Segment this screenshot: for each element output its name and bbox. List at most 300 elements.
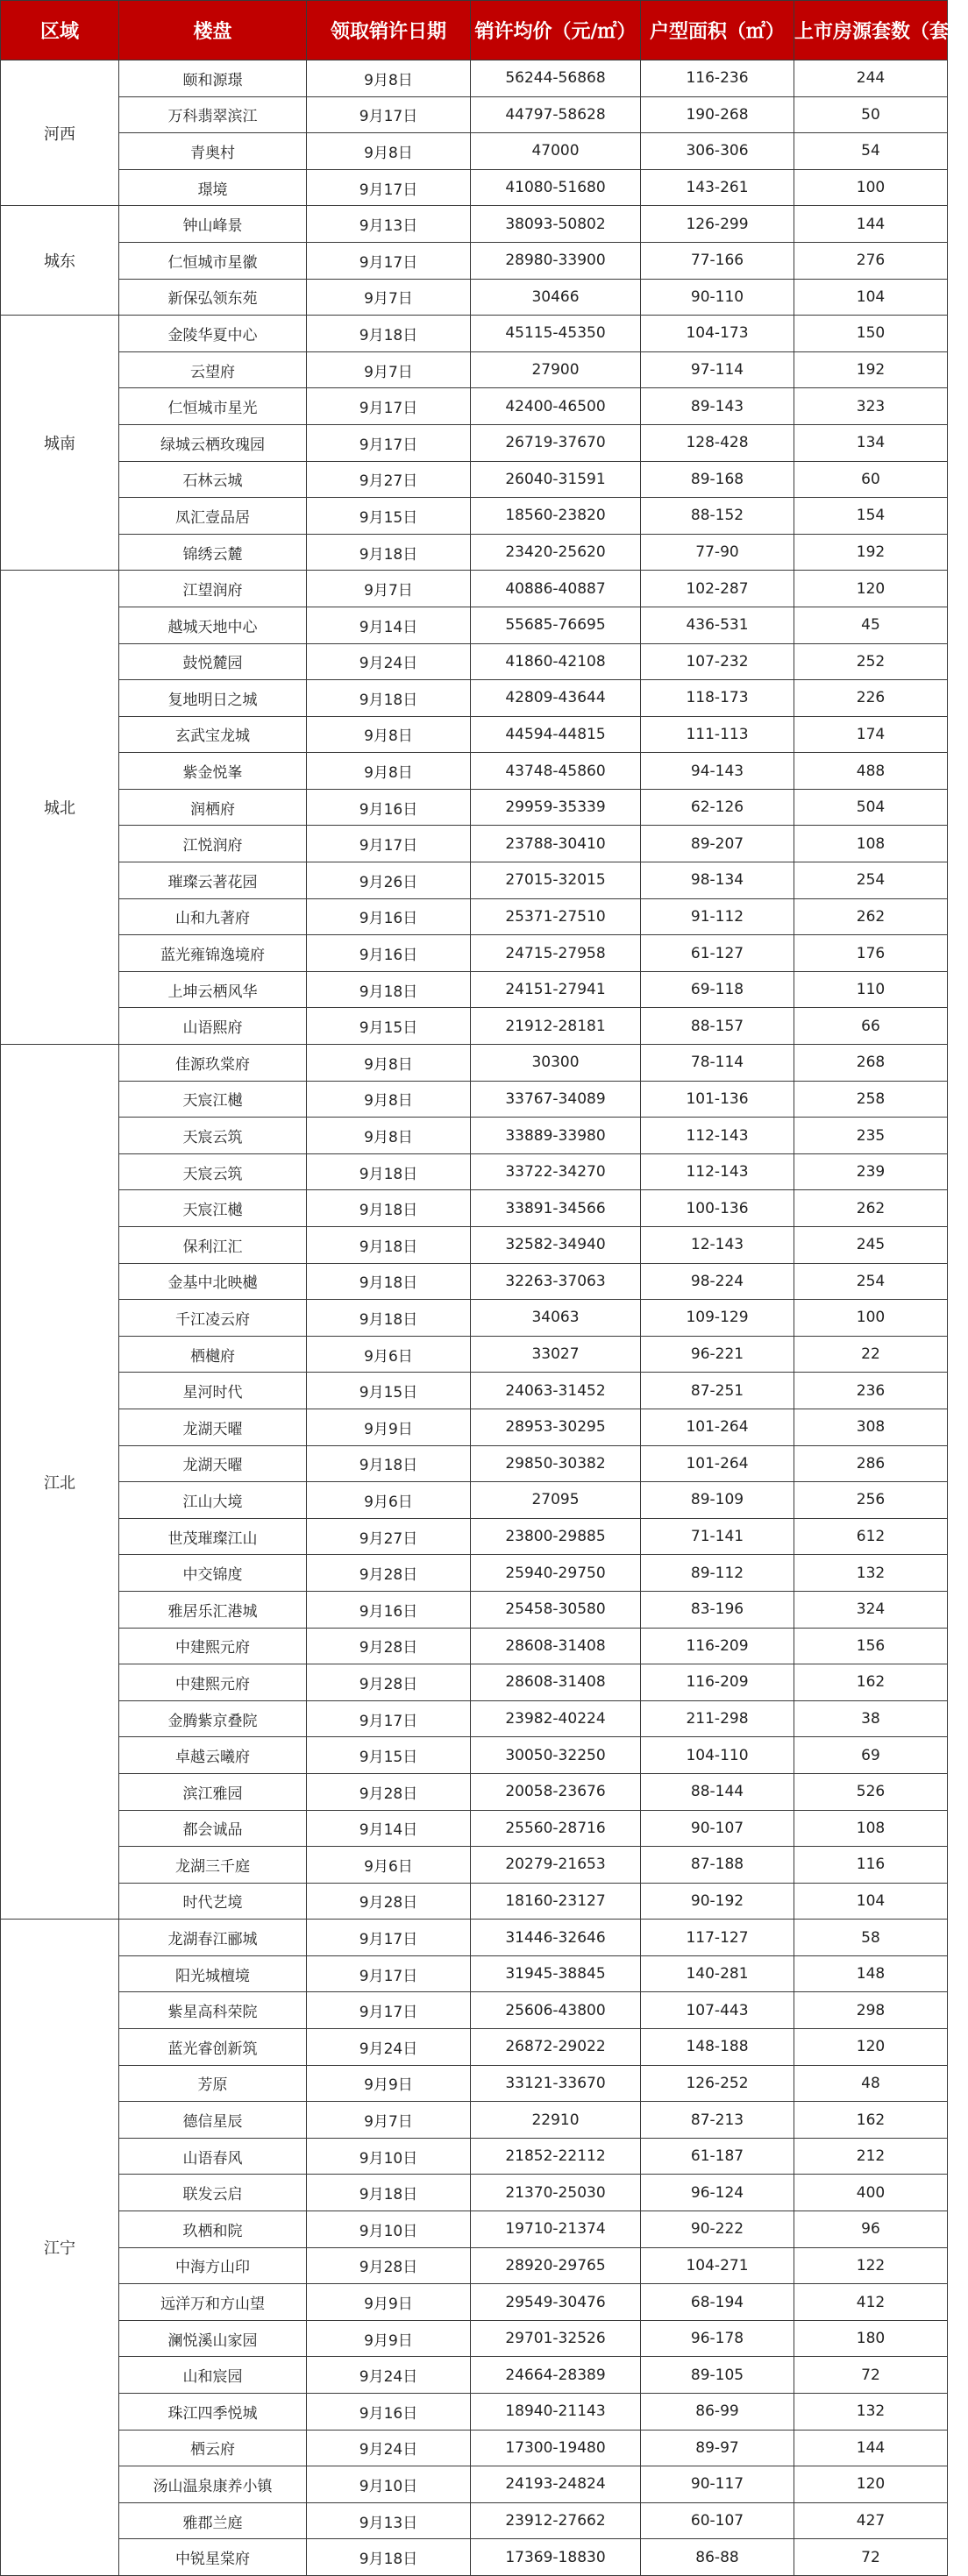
- project-name-cell: 栖樾府: [119, 1336, 307, 1373]
- table-row: [1, 1591, 948, 1628]
- unit-area-cell: 87-188: [641, 1847, 794, 1884]
- unit-count-cell: 286: [794, 1445, 948, 1482]
- permit-date-cell: 9月24日: [307, 2029, 471, 2066]
- unit-area-cell: 83-196: [641, 1591, 794, 1628]
- unit-count-cell: 144: [794, 206, 948, 243]
- table-row: [1, 1153, 948, 1190]
- avg-price-cell: 19710-21374: [471, 2211, 641, 2248]
- table-row: [1, 279, 948, 316]
- avg-price-cell: 23800-29885: [471, 1518, 641, 1555]
- permit-date-cell: 9月17日: [307, 1700, 471, 1737]
- permit-date-cell: 9月8日: [307, 1118, 471, 1154]
- avg-price-cell: 27900: [471, 351, 641, 388]
- unit-area-cell: 104-271: [641, 2247, 794, 2284]
- unit-count-cell: 226: [794, 680, 948, 717]
- table-row: [1, 2211, 948, 2248]
- avg-price-cell: 29850-30382: [471, 1445, 641, 1482]
- avg-price-cell: 30300: [471, 1045, 641, 1082]
- unit-count-cell: 176: [794, 935, 948, 972]
- unit-count-cell: 324: [794, 1591, 948, 1628]
- unit-area-cell: 112-143: [641, 1118, 794, 1154]
- permit-date-cell: 9月17日: [307, 424, 471, 461]
- project-name-cell: 颐和源璟: [119, 60, 307, 97]
- unit-count-cell: 100: [794, 1300, 948, 1337]
- unit-count-cell: 50: [794, 96, 948, 133]
- unit-count-cell: 245: [794, 1227, 948, 1264]
- permit-date-cell: 9月7日: [307, 571, 471, 607]
- avg-price-cell: 25606-43800: [471, 1992, 641, 2029]
- avg-price-cell: 18940-21143: [471, 2394, 641, 2431]
- table-row: [1, 1445, 948, 1482]
- project-name-cell: 云望府: [119, 351, 307, 388]
- unit-area-cell: 126-252: [641, 2065, 794, 2102]
- avg-price-cell: 24715-27958: [471, 935, 641, 972]
- unit-area-cell: 101-264: [641, 1409, 794, 1445]
- unit-area-cell: 143-261: [641, 169, 794, 206]
- unit-count-cell: 262: [794, 898, 948, 935]
- permit-date-cell: 9月8日: [307, 1081, 471, 1118]
- project-name-cell: 山和宸园: [119, 2357, 307, 2394]
- project-name-cell: 星河时代: [119, 1373, 307, 1409]
- unit-area-cell: 69-118: [641, 971, 794, 1008]
- project-name-cell: 紫星高科荣院: [119, 1992, 307, 2029]
- table-row: [1, 2466, 948, 2503]
- table-row: [1, 1373, 948, 1409]
- project-name-cell: 远洋万和方山望: [119, 2284, 307, 2321]
- avg-price-cell: 20058-23676: [471, 1773, 641, 1810]
- table-row: [1, 498, 948, 535]
- project-name-cell: 中锐星棠府: [119, 2539, 307, 2576]
- unit-count-cell: 504: [794, 789, 948, 826]
- unit-count-cell: 192: [794, 534, 948, 571]
- project-name-cell: 江悦润府: [119, 826, 307, 862]
- unit-area-cell: 90-117: [641, 2466, 794, 2503]
- table-row: [1, 133, 948, 170]
- unit-count-cell: 298: [794, 1992, 948, 2029]
- unit-count-cell: 150: [794, 316, 948, 352]
- avg-price-cell: 26872-29022: [471, 2029, 641, 2066]
- unit-count-cell: 235: [794, 1118, 948, 1154]
- unit-area-cell: 86-99: [641, 2394, 794, 2431]
- permit-date-cell: 9月24日: [307, 2430, 471, 2466]
- region-cell: 江北: [1, 1045, 119, 1920]
- unit-count-cell: 108: [794, 826, 948, 862]
- avg-price-cell: 18160-23127: [471, 1883, 641, 1920]
- table-row: [1, 1300, 948, 1337]
- header-permit-date: 领取销许日期: [307, 1, 471, 60]
- avg-price-cell: 41080-51680: [471, 169, 641, 206]
- table-row: [1, 2430, 948, 2466]
- unit-count-cell: 48: [794, 2065, 948, 2102]
- unit-area-cell: 101-136: [641, 1081, 794, 1118]
- unit-area-cell: 306-306: [641, 133, 794, 170]
- avg-price-cell: 23420-25620: [471, 534, 641, 571]
- unit-area-cell: 126-299: [641, 206, 794, 243]
- avg-price-cell: 28608-31408: [471, 1664, 641, 1701]
- avg-price-cell: 25371-27510: [471, 898, 641, 935]
- unit-count-cell: 308: [794, 1409, 948, 1445]
- table-row: [1, 2102, 948, 2139]
- unit-area-cell: 77-90: [641, 534, 794, 571]
- table-row: [1, 1008, 948, 1045]
- permit-date-cell: 9月16日: [307, 898, 471, 935]
- avg-price-cell: 44594-44815: [471, 716, 641, 753]
- table-row: [1, 2138, 948, 2175]
- unit-count-cell: 276: [794, 242, 948, 279]
- table-row: [1, 2502, 948, 2539]
- permit-date-cell: 9月17日: [307, 1920, 471, 1956]
- unit-count-cell: 116: [794, 1847, 948, 1884]
- avg-price-cell: 22910: [471, 2102, 641, 2139]
- permit-date-cell: 9月27日: [307, 1518, 471, 1555]
- table-row: [1, 1810, 948, 1847]
- project-name-cell: 雅郡兰庭: [119, 2502, 307, 2539]
- table-row: [1, 1737, 948, 1774]
- unit-count-cell: 156: [794, 1628, 948, 1664]
- avg-price-cell: 29959-35339: [471, 789, 641, 826]
- unit-count-cell: 488: [794, 753, 948, 790]
- permit-date-cell: 9月18日: [307, 1153, 471, 1190]
- project-name-cell: 复地明日之城: [119, 680, 307, 717]
- table-row: [1, 1227, 948, 1264]
- project-name-cell: 蓝光睿创新筑: [119, 2029, 307, 2066]
- unit-area-cell: 436-531: [641, 607, 794, 643]
- table-row: [1, 716, 948, 753]
- unit-count-cell: 72: [794, 2357, 948, 2394]
- project-name-cell: 中建熙元府: [119, 1664, 307, 1701]
- permit-date-cell: 9月17日: [307, 388, 471, 425]
- unit-count-cell: 60: [794, 461, 948, 498]
- project-name-cell: 仁恒城市星光: [119, 388, 307, 425]
- permit-date-cell: 9月16日: [307, 1591, 471, 1628]
- unit-area-cell: 78-114: [641, 1045, 794, 1082]
- unit-count-cell: 427: [794, 2502, 948, 2539]
- unit-area-cell: 211-298: [641, 1700, 794, 1737]
- unit-area-cell: 112-143: [641, 1153, 794, 1190]
- project-name-cell: 汤山温泉康养小镇: [119, 2466, 307, 2503]
- permit-date-cell: 9月18日: [307, 1227, 471, 1264]
- avg-price-cell: 30466: [471, 279, 641, 316]
- avg-price-cell: 34063: [471, 1300, 641, 1337]
- permit-date-cell: 9月7日: [307, 2102, 471, 2139]
- project-name-cell: 芳原: [119, 2065, 307, 2102]
- project-name-cell: 天宸江樾: [119, 1081, 307, 1118]
- permit-date-cell: 9月14日: [307, 1810, 471, 1847]
- avg-price-cell: 17369-18830: [471, 2539, 641, 2576]
- avg-price-cell: 33767-34089: [471, 1081, 641, 1118]
- permit-date-cell: 9月6日: [307, 1847, 471, 1884]
- table-row: [1, 1045, 948, 1082]
- project-name-cell: 中海方山印: [119, 2247, 307, 2284]
- header-avg-price: 销许均价（元/㎡）: [471, 1, 641, 60]
- unit-count-cell: 258: [794, 1081, 948, 1118]
- region-cell: 江宁: [1, 1920, 119, 2576]
- unit-count-cell: 154: [794, 498, 948, 535]
- table-row: [1, 789, 948, 826]
- unit-area-cell: 104-110: [641, 1737, 794, 1774]
- project-name-cell: 凤汇壹品居: [119, 498, 307, 535]
- unit-count-cell: 256: [794, 1482, 948, 1519]
- permit-date-cell: 9月28日: [307, 1555, 471, 1592]
- project-name-cell: 金基中北映樾: [119, 1263, 307, 1300]
- unit-count-cell: 612: [794, 1518, 948, 1555]
- avg-price-cell: 43748-45860: [471, 753, 641, 790]
- unit-area-cell: 89-207: [641, 826, 794, 862]
- table-row: [1, 1118, 948, 1154]
- project-name-cell: 栖云府: [119, 2430, 307, 2466]
- permit-date-cell: 9月24日: [307, 2357, 471, 2394]
- project-name-cell: 天宸云筑: [119, 1118, 307, 1154]
- unit-count-cell: 162: [794, 2102, 948, 2139]
- project-name-cell: 璀璨云著花园: [119, 862, 307, 899]
- region-cell: 城南: [1, 316, 119, 571]
- unit-area-cell: 68-194: [641, 2284, 794, 2321]
- permit-date-cell: 9月8日: [307, 753, 471, 790]
- project-name-cell: 龙湖天曜: [119, 1445, 307, 1482]
- avg-price-cell: 23912-27662: [471, 2502, 641, 2539]
- permit-date-cell: 9月9日: [307, 2284, 471, 2321]
- project-name-cell: 千江凌云府: [119, 1300, 307, 1337]
- permit-date-cell: 9月15日: [307, 498, 471, 535]
- avg-price-cell: 38093-50802: [471, 206, 641, 243]
- avg-price-cell: 29701-32526: [471, 2320, 641, 2357]
- table-body: [1, 60, 948, 2576]
- project-name-cell: 卓越云曦府: [119, 1737, 307, 1774]
- unit-area-cell: 98-134: [641, 862, 794, 899]
- permit-date-cell: 9月18日: [307, 1300, 471, 1337]
- table-row: [1, 2320, 948, 2357]
- unit-area-cell: 90-107: [641, 1810, 794, 1847]
- unit-count-cell: 120: [794, 2029, 948, 2066]
- unit-area-cell: 12-143: [641, 1227, 794, 1264]
- unit-area-cell: 90-192: [641, 1883, 794, 1920]
- unit-count-cell: 412: [794, 2284, 948, 2321]
- permit-date-cell: 9月18日: [307, 534, 471, 571]
- unit-count-cell: 104: [794, 1883, 948, 1920]
- avg-price-cell: 27095: [471, 1482, 641, 1519]
- unit-area-cell: 88-152: [641, 498, 794, 535]
- permit-date-cell: 9月13日: [307, 206, 471, 243]
- table-row: [1, 388, 948, 425]
- table-row: [1, 862, 948, 899]
- table-row: [1, 316, 948, 352]
- permit-date-cell: 9月26日: [307, 862, 471, 899]
- project-name-cell: 中建熙元府: [119, 1628, 307, 1664]
- table-row: [1, 1664, 948, 1701]
- avg-price-cell: 23788-30410: [471, 826, 641, 862]
- unit-count-cell: 120: [794, 571, 948, 607]
- permit-date-cell: 9月9日: [307, 2320, 471, 2357]
- project-name-cell: 璟境: [119, 169, 307, 206]
- unit-area-cell: 88-157: [641, 1008, 794, 1045]
- unit-area-cell: 116-209: [641, 1628, 794, 1664]
- permit-date-cell: 9月17日: [307, 242, 471, 279]
- permit-date-cell: 9月18日: [307, 680, 471, 717]
- project-name-cell: 玄武宝龙城: [119, 716, 307, 753]
- avg-price-cell: 24193-24824: [471, 2466, 641, 2503]
- project-name-cell: 雅居乐汇港城: [119, 1591, 307, 1628]
- project-name-cell: 龙湖三千庭: [119, 1847, 307, 1884]
- permit-date-cell: 9月28日: [307, 1883, 471, 1920]
- table-row: [1, 1955, 948, 1992]
- unit-area-cell: 88-144: [641, 1773, 794, 1810]
- avg-price-cell: 27015-32015: [471, 862, 641, 899]
- table-row: [1, 2284, 948, 2321]
- permit-date-cell: 9月18日: [307, 316, 471, 352]
- avg-price-cell: 41860-42108: [471, 643, 641, 680]
- header-row: [1, 1, 948, 60]
- permit-date-cell: 9月13日: [307, 2502, 471, 2539]
- avg-price-cell: 56244-56868: [471, 60, 641, 97]
- avg-price-cell: 30050-32250: [471, 1737, 641, 1774]
- avg-price-cell: 24664-28389: [471, 2357, 641, 2394]
- table-row: [1, 1409, 948, 1445]
- project-name-cell: 新保弘领东苑: [119, 279, 307, 316]
- project-name-cell: 越城天地中心: [119, 607, 307, 643]
- table-row: [1, 424, 948, 461]
- permit-date-cell: 9月18日: [307, 1445, 471, 1482]
- unit-count-cell: 400: [794, 2175, 948, 2211]
- unit-count-cell: 174: [794, 716, 948, 753]
- region-cell: 城东: [1, 206, 119, 316]
- unit-count-cell: 108: [794, 1810, 948, 1847]
- unit-area-cell: 86-88: [641, 2539, 794, 2576]
- unit-count-cell: 120: [794, 2466, 948, 2503]
- unit-area-cell: 62-126: [641, 789, 794, 826]
- table-row: [1, 1518, 948, 1555]
- avg-price-cell: 33027: [471, 1336, 641, 1373]
- unit-area-cell: 89-168: [641, 461, 794, 498]
- project-name-cell: 仁恒城市星徽: [119, 242, 307, 279]
- permit-date-cell: 9月28日: [307, 2247, 471, 2284]
- unit-area-cell: 148-188: [641, 2029, 794, 2066]
- unit-count-cell: 66: [794, 1008, 948, 1045]
- avg-price-cell: 28953-30295: [471, 1409, 641, 1445]
- unit-area-cell: 89-112: [641, 1555, 794, 1592]
- unit-area-cell: 128-428: [641, 424, 794, 461]
- avg-price-cell: 20279-21653: [471, 1847, 641, 1884]
- avg-price-cell: 47000: [471, 133, 641, 170]
- unit-count-cell: 526: [794, 1773, 948, 1810]
- permit-date-cell: 9月8日: [307, 1045, 471, 1082]
- avg-price-cell: 21852-22112: [471, 2138, 641, 2175]
- permit-date-cell: 9月17日: [307, 1992, 471, 2029]
- permit-date-cell: 9月28日: [307, 1628, 471, 1664]
- project-name-cell: 万科翡翠滨江: [119, 96, 307, 133]
- avg-price-cell: 33121-33670: [471, 2065, 641, 2102]
- table-row: [1, 2357, 948, 2394]
- project-name-cell: 玖栖和院: [119, 2211, 307, 2248]
- project-name-cell: 江望润府: [119, 571, 307, 607]
- table-row: [1, 1555, 948, 1592]
- unit-count-cell: 134: [794, 424, 948, 461]
- avg-price-cell: 25458-30580: [471, 1591, 641, 1628]
- permit-date-cell: 9月7日: [307, 279, 471, 316]
- unit-area-cell: 71-141: [641, 1518, 794, 1555]
- unit-count-cell: 268: [794, 1045, 948, 1082]
- permit-date-cell: 9月17日: [307, 169, 471, 206]
- project-name-cell: 龙湖天曜: [119, 1409, 307, 1445]
- permit-date-cell: 9月15日: [307, 1008, 471, 1045]
- permit-date-cell: 9月7日: [307, 351, 471, 388]
- permit-date-cell: 9月28日: [307, 1773, 471, 1810]
- unit-count-cell: 96: [794, 2211, 948, 2248]
- unit-count-cell: 180: [794, 2320, 948, 2357]
- table-row: [1, 753, 948, 790]
- permit-date-cell: 9月6日: [307, 1482, 471, 1519]
- project-name-cell: 蓝光雍锦逸境府: [119, 935, 307, 972]
- unit-area-cell: 61-187: [641, 2138, 794, 2175]
- table-row: [1, 1336, 948, 1373]
- project-name-cell: 石林云城: [119, 461, 307, 498]
- permit-date-cell: 9月8日: [307, 133, 471, 170]
- table-row: [1, 1482, 948, 1519]
- project-name-cell: 紫金悦峯: [119, 753, 307, 790]
- header-region: 区域: [1, 1, 119, 60]
- table-row: [1, 571, 948, 607]
- table-row: [1, 2175, 948, 2211]
- unit-count-cell: 192: [794, 351, 948, 388]
- unit-count-cell: 132: [794, 1555, 948, 1592]
- permit-date-cell: 9月18日: [307, 1263, 471, 1300]
- table-row: [1, 1190, 948, 1227]
- project-name-cell: 山语春风: [119, 2138, 307, 2175]
- permit-date-cell: 9月8日: [307, 716, 471, 753]
- avg-price-cell: 33891-34566: [471, 1190, 641, 1227]
- project-name-cell: 青奥村: [119, 133, 307, 170]
- permit-date-cell: 9月6日: [307, 1336, 471, 1373]
- avg-price-cell: 18560-23820: [471, 498, 641, 535]
- avg-price-cell: 24151-27941: [471, 971, 641, 1008]
- unit-count-cell: 110: [794, 971, 948, 1008]
- table-row: [1, 1628, 948, 1664]
- table-row: [1, 2029, 948, 2066]
- project-name-cell: 锦绣云麓: [119, 534, 307, 571]
- unit-count-cell: 148: [794, 1955, 948, 1992]
- unit-area-cell: 89-143: [641, 388, 794, 425]
- table-row: [1, 1263, 948, 1300]
- unit-area-cell: 96-178: [641, 2320, 794, 2357]
- permit-date-cell: 9月9日: [307, 2065, 471, 2102]
- project-name-cell: 中交锦度: [119, 1555, 307, 1592]
- unit-count-cell: 144: [794, 2430, 948, 2466]
- permit-date-cell: 9月18日: [307, 971, 471, 1008]
- table-row: [1, 461, 948, 498]
- unit-count-cell: 254: [794, 1263, 948, 1300]
- table-row: [1, 1920, 948, 1956]
- project-name-cell: 上坤云栖风华: [119, 971, 307, 1008]
- avg-price-cell: 26719-37670: [471, 424, 641, 461]
- avg-price-cell: 28920-29765: [471, 2247, 641, 2284]
- permit-date-cell: 9月17日: [307, 826, 471, 862]
- avg-price-cell: 24063-31452: [471, 1373, 641, 1409]
- project-name-cell: 江山大境: [119, 1482, 307, 1519]
- permit-date-cell: 9月28日: [307, 1664, 471, 1701]
- table-row: [1, 607, 948, 643]
- project-name-cell: 时代艺境: [119, 1883, 307, 1920]
- project-name-cell: 联发云启: [119, 2175, 307, 2211]
- unit-count-cell: 239: [794, 1153, 948, 1190]
- permit-date-cell: 9月8日: [307, 60, 471, 97]
- unit-count-cell: 72: [794, 2539, 948, 2576]
- table-row: [1, 2539, 948, 2576]
- table-row: [1, 1992, 948, 2029]
- permit-date-cell: 9月15日: [307, 1373, 471, 1409]
- unit-area-cell: 116-236: [641, 60, 794, 97]
- avg-price-cell: 26040-31591: [471, 461, 641, 498]
- avg-price-cell: 28608-31408: [471, 1628, 641, 1664]
- avg-price-cell: 32263-37063: [471, 1263, 641, 1300]
